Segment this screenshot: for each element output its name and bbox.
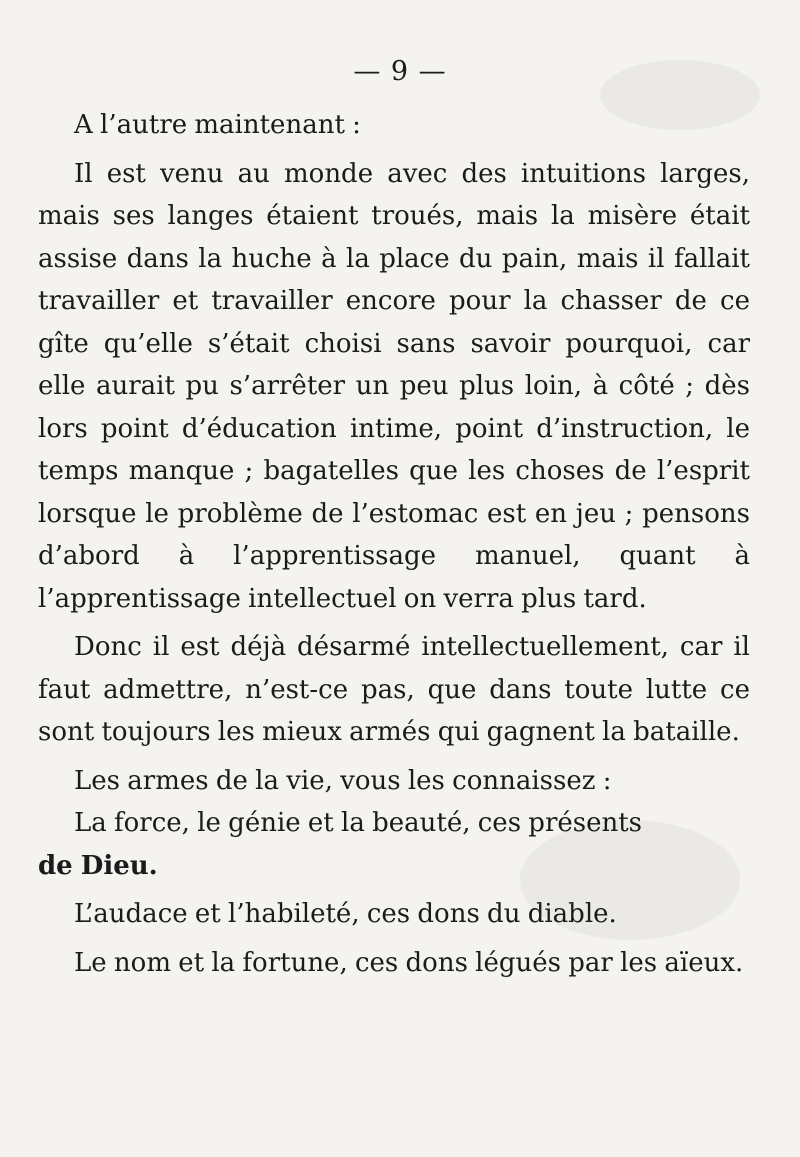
body-text (38, 104, 750, 990)
page-number: — 9 — (353, 56, 447, 87)
paragraph-gifts-of-devil: L’audace et l’habileté, ces dons du diable. (74, 899, 617, 929)
paragraph-gifts-of-god-end: de Dieu. (38, 850, 158, 881)
paragraph-gifts-of-ancestors: Le nom et la fortune, ces dons légués par les aïeux. (74, 947, 744, 978)
paragraph-gifts-of-god: La force, le génie et la beauté, ces présents (74, 808, 643, 838)
paragraph-weapons-intro: Les armes de la vie, vous les connaissez : (74, 765, 612, 796)
paragraph-intro: A l’autre maintenant : (74, 110, 361, 140)
paragraph-disarmed: Donc il est déjà désarmé intellectuellement, car il faut admettre, n’est-ce pas, que dans toute lutte ce sont toujours les mieux armés qui gagnent la bataille. (38, 632, 750, 747)
paragraph-childhood: Il est venu au monde avec des intuitions larges, mais ses langes étaient troués, mais la misère était assise dans la huche à la place du pain, mais il fallait travailler et travailler encore pour la chasser de ce gîte qu’elle s’était choisi sans savoir pourquoi, car elle aurait pu s’arrêter un peu plus loin, à côté ; dès lors point d’éducation intime, point d’instruction, le temps manque ; bagatelles que les choses de l’esprit lorsque le problème de l’estomac est en jeu ; pensons d’abord à l’apprentissage manuel, quant à l’apprentissage intellectuel on verra plus tard. (38, 158, 750, 614)
